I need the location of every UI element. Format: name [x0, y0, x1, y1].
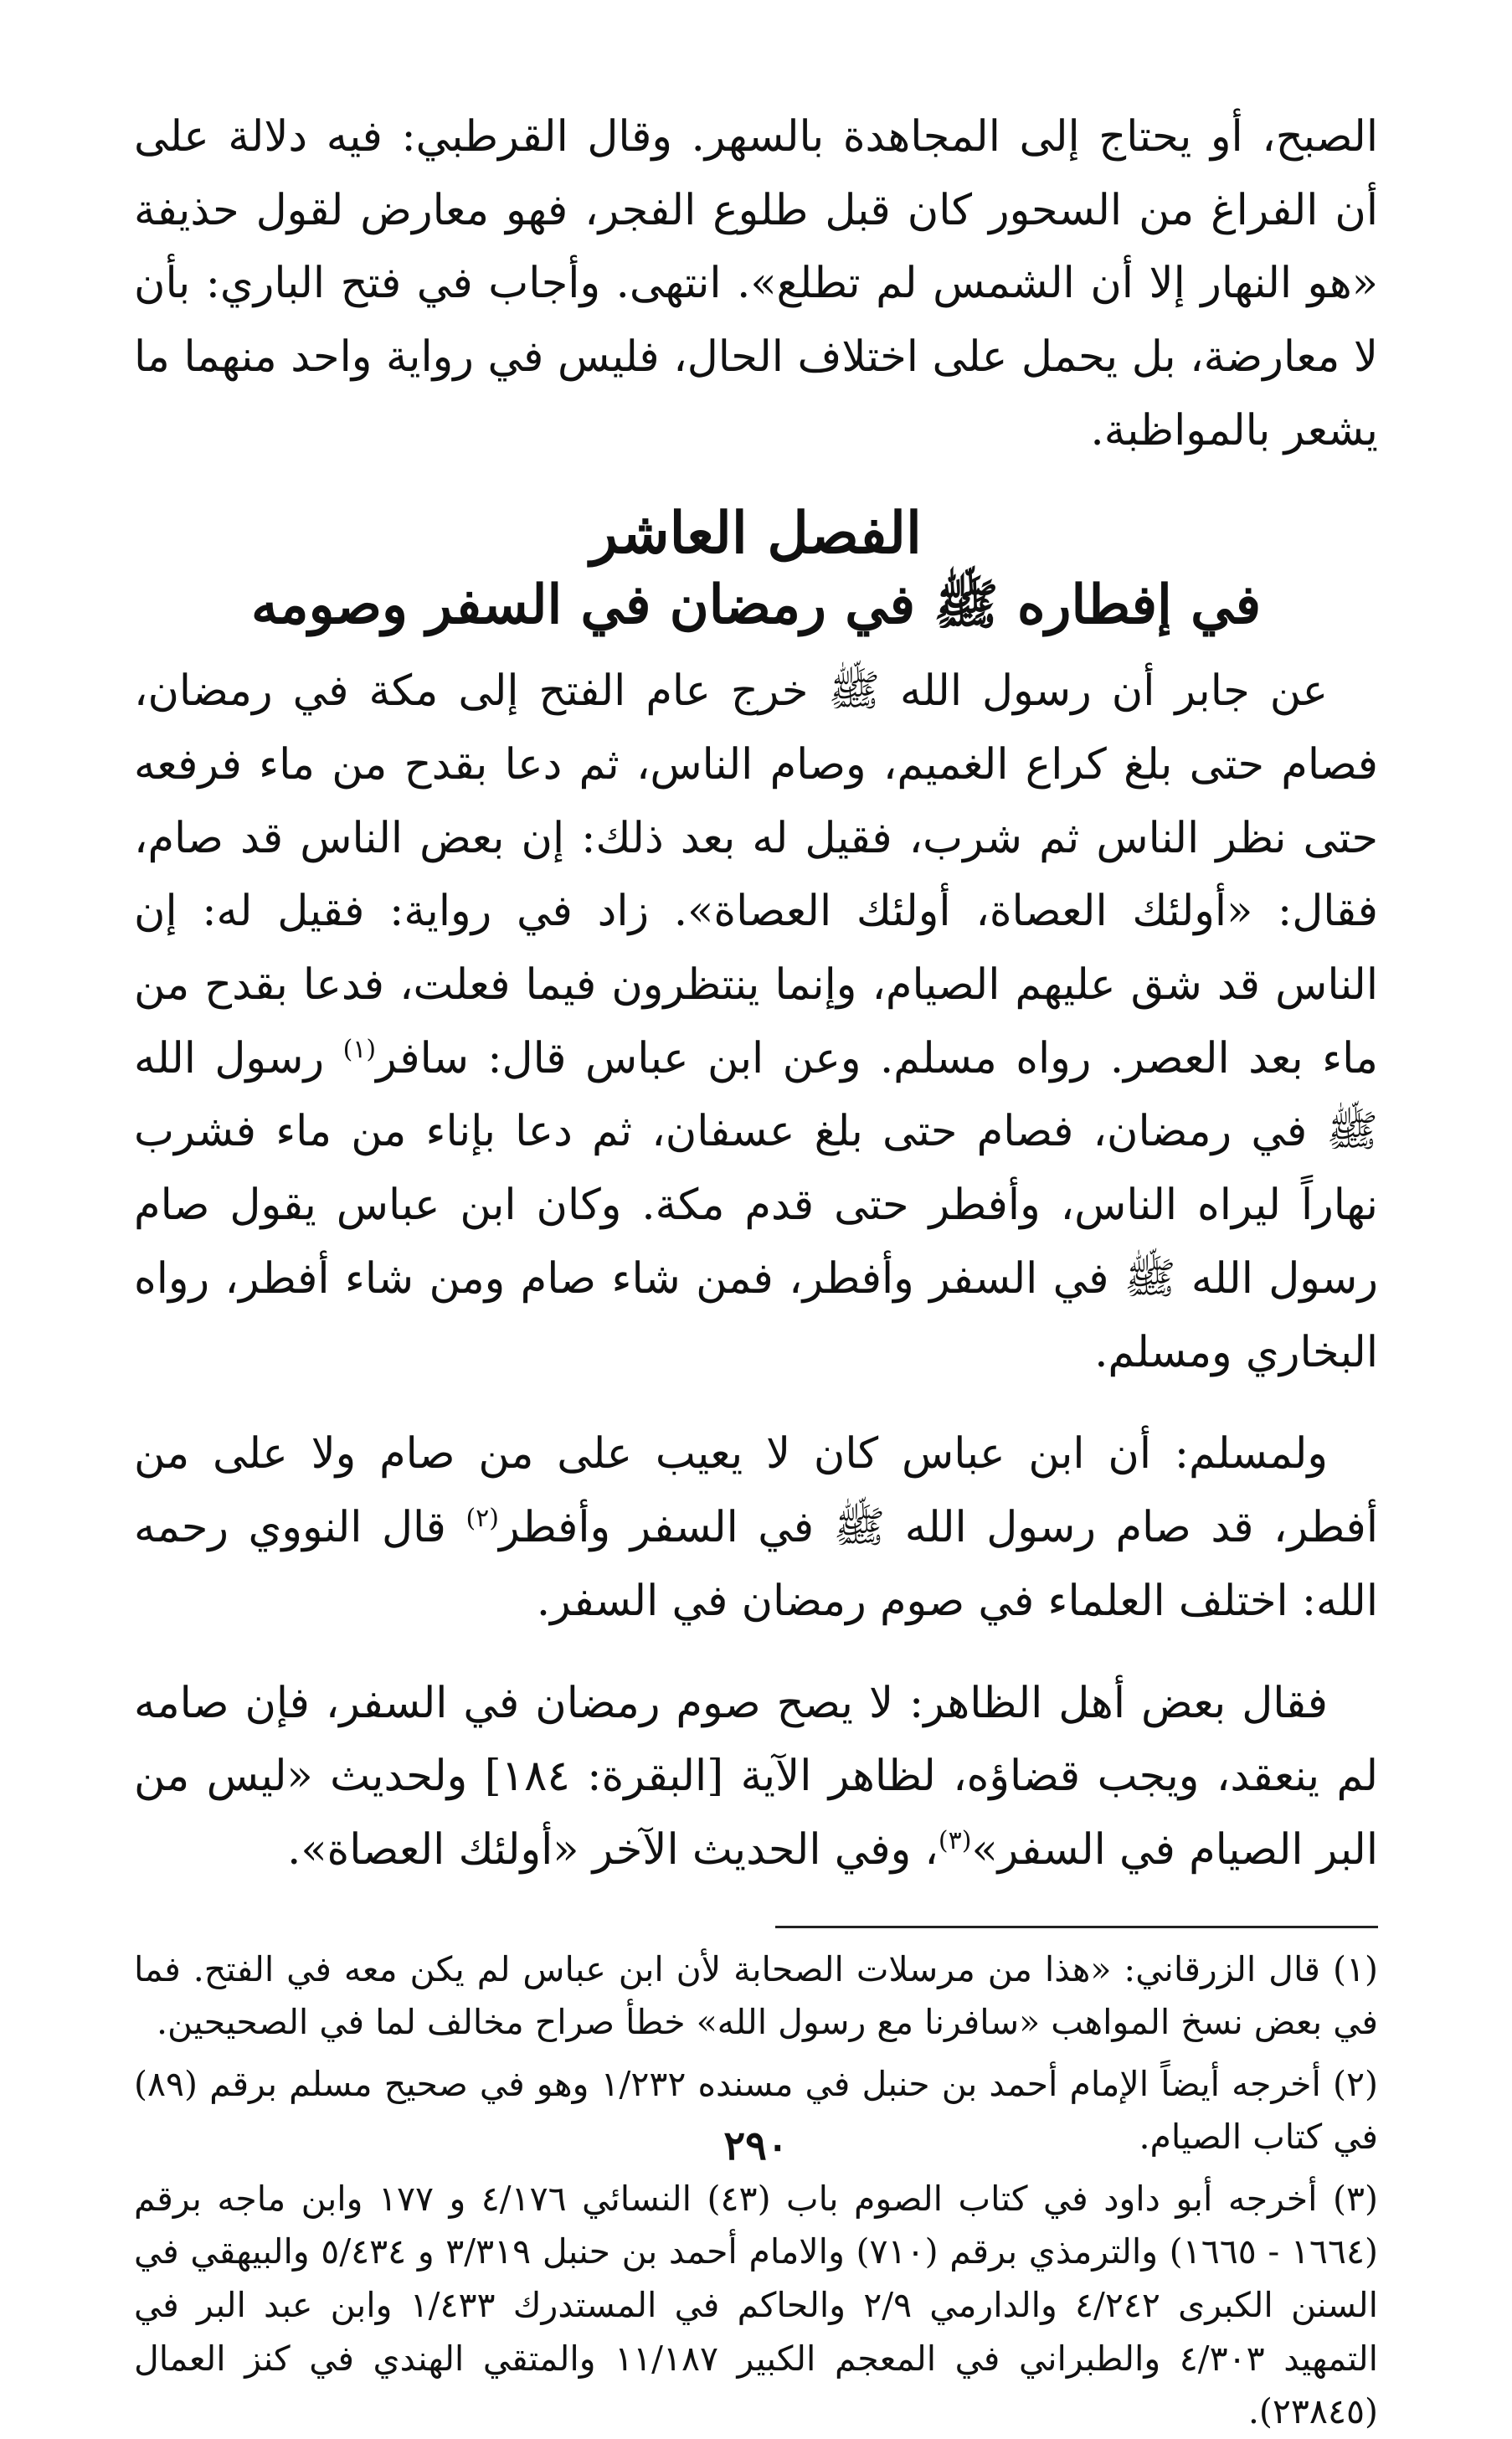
paragraph-text: رسول الله ﷺ في رمضان، فصام حتى بلغ عسفان، ثم دعا بإناء من ماء فشرب نهاراً ليراه الناس، وأفطر حتى قدم مكة. وكان ابن عباس يقول صام رسول الله ﷺ في السفر وأفطر، فمن شاء صام ومن شاء أفطر، رواه البخاري ومسلم.: [134, 1033, 1378, 1377]
paragraph-zahir: [134, 1667, 1378, 1887]
chapter-subtitle: في إفطاره ﷺ في رمضان في السفر وصومه: [250, 573, 1262, 636]
page-number: ٢٩٠: [723, 2123, 789, 2169]
paragraph-text: قال النووي رحمه الله: اختلف العلماء في صوم رمضان في السفر.: [134, 1503, 1378, 1626]
paragraph-muslim: [134, 1418, 1378, 1638]
footnote-ref-3[interactable]: (٣): [938, 1825, 972, 1855]
paragraph-continuation: الصبح، أو يحتاج إلى المجاهدة بالسهر. وقال القرطبي: فيه دلالة على أن الفراغ من السحور كان قبل طلوع الفجر، فهو معارض لقول حذيفة «هو النهار إلا أن الشمس لم تطلع». انتهى. وأجاب في فتح الباري: بأن لا معارضة، بل يحمل على اختلاف الحال، فليس في رواية واحد منهما ما يشعر بالمواظبة.: [134, 112, 1378, 455]
footnote-2: (٢) أخرجه أيضاً الإمام أحمد بن حنبل في مسنده ١/٢٣٢ وهو في صحيح مسلم برقم (٨٩) في كتاب الصيام.: [134, 2063, 1378, 2158]
paragraph-jabir: [134, 655, 1378, 1389]
footnote-3: (٣) أخرجه أبو داود في كتاب الصوم باب (٤٣) النسائي ٤/١٧٦ و ١٧٧ وابن ماجه برقم (١٦٦٤ - ١٦٦٥) والترمذي برقم (٧١٠) والامام أحمد بن حنبل ٣/٣١٩ و ٥/٤٣٤ والبيهقي في السنن الكبرى ٤/٢٤٢ والدارمي ٢/٩ والحاكم في المستدرك ١/٤٣٣ وابن عبد البر في التمهيد ٤/٣٠٣ والطبراني في المعجم الكبير ١١/١٨٧ والمتقي الهندي في كنز العمال (٢٣٨٤٥).: [134, 2178, 1379, 2432]
chapter-title: الفصل العاشر: [590, 499, 922, 567]
main-text: [134, 100, 1378, 1887]
paragraph-text: ولمسلم: أن ابن عباس كان لا يعيب على من صام ولا على من أفطر، قد صام رسول الله ﷺ في السفر وأفطر: [134, 1429, 1378, 1553]
paragraph-text: عن جابر أن رسول الله ﷺ خرج عام الفتح إلى مكة في رمضان، فصام حتى بلغ كراع الغميم، وصام الناس، ثم دعا بقدح من ماء فرفعه حتى نظر الناس ثم شرب، فقيل له بعد ذلك: إن بعض الناس قد صام، فقال: «أولئك العصاة، أولئك العصاة». زاد في رواية: فقيل له: إن الناس قد شق عليهم الصيام، وإنما ينتظرون فيما فعلت، فدعا بقدح من ماء بعد العصر. رواه مسلم. وعن ابن عباس قال: سافر: [134, 666, 1378, 1083]
footnote-ref-1[interactable]: (١): [342, 1034, 377, 1064]
footnote-divider: [775, 1926, 1378, 1928]
footnote-1: (١) قال الزرقاني: «هذا من مرسلات الصحابة لأن ابن عباس لم يكن معه في الفتح. فما في بعض نسخ المواهب «سافرنا مع رسول الله» خطأ صراح مخالف لما في الصحيحين.: [134, 1948, 1378, 2043]
paragraph-text: فقال بعض أهل الظاهر: لا يصح صوم رمضان في السفر، فإن صامه لم ينعقد، ويجب قضاؤه، لظاهر الآية [البقرة: ١٨٤] ولحديث «ليس من البر الصيام في السفر»: [134, 1678, 1378, 1875]
paragraph-text: ، وفي الحديث الآخر «أولئك العصاة».: [287, 1824, 939, 1875]
chapter-heading: [134, 497, 1378, 641]
footnote-ref-2[interactable]: (٢): [465, 1504, 499, 1534]
footnotes: [134, 1943, 1378, 2439]
